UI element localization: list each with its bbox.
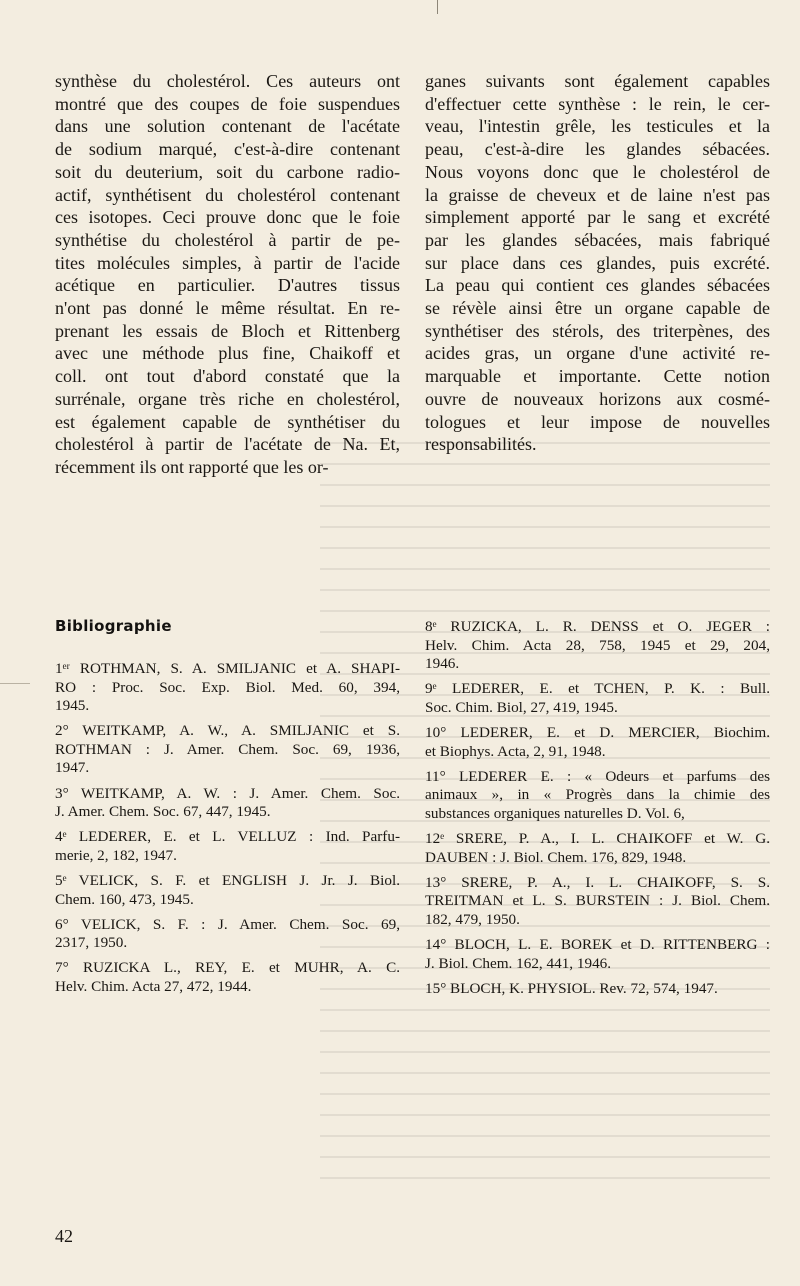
right-paragraph-line: d'effectuer cette synthèse : le rein, le cer- bbox=[425, 93, 770, 114]
fold-mark bbox=[437, 0, 438, 14]
reference-line: 3° WEITKAMP, A. W. : J. Amer. Chem. Soc. bbox=[55, 784, 400, 802]
reference-line: Helv. Chim. Acta 27, 472, 1944. bbox=[55, 977, 252, 995]
reference-entry bbox=[55, 785, 400, 822]
page-number: 42 bbox=[55, 1226, 73, 1246]
reference-line: Chem. 160, 473, 1945. bbox=[55, 890, 194, 908]
reference-line: 1947. bbox=[55, 759, 90, 777]
reference-line: 9ᵉ LEDERER, E. et TCHEN, P. K. : Bull. bbox=[425, 680, 770, 698]
reference-line: Soc. Chim. Biol, 27, 419, 1945. bbox=[425, 698, 618, 716]
left-paragraph-line: acétique en particulier. D'autres tissus bbox=[55, 275, 400, 296]
left-column-body bbox=[55, 70, 400, 479]
left-paragraph-line: coll. ont tout d'abord constaté que la bbox=[55, 366, 400, 387]
left-paragraph-line: actif, synthétisent du cholestérol contenant bbox=[55, 184, 400, 205]
left-paragraph-line: synthèse du cholestérol. Ces auteurs ont bbox=[55, 71, 400, 91]
reference-line: 7° RUZICKA L., REY, E. et MUHR, A. C. bbox=[55, 959, 400, 977]
reference-entry bbox=[425, 768, 770, 824]
left-paragraph-line: est également capable de synthétiser du bbox=[55, 411, 400, 432]
right-paragraph-line: sur place dans ces glandes, puis excrété. bbox=[425, 252, 770, 273]
right-paragraph-line: se révèle ainsi être un organe capable de bbox=[425, 298, 770, 319]
reference-line: 11° LEDERER E. : « Odeurs et parfums des bbox=[425, 767, 770, 785]
reference-line: substances organiques naturelles D. Vol. 6, bbox=[425, 804, 685, 822]
reference-entry bbox=[55, 959, 400, 996]
reference-line: 2° WEITKAMP, A. W., A. SMILJANIC et S. bbox=[55, 722, 400, 740]
left-paragraph-line: synthétise du cholestérol à partir de pe- bbox=[55, 229, 400, 250]
reference-line: 1ᵉʳ ROTHMAN, S. A. SMILJANIC et A. SHAPI- bbox=[55, 660, 400, 677]
reference-line: 4ᵉ LEDERER, E. et L. VELLUZ : Ind. Parfu- bbox=[55, 828, 400, 846]
left-paragraph-line: récemment ils ont rapporté que les or- bbox=[55, 456, 329, 477]
right-paragraph-line: marquable et importante. Cette notion bbox=[425, 366, 770, 387]
left-paragraph-line: tites molécules simples, à partir de l'acide bbox=[55, 252, 400, 273]
reference-line: 12ᵉ SRERE, P. A., I. L. CHAIKOFF et W. G. bbox=[425, 829, 770, 847]
right-paragraph-line: La peau qui contient ces glandes sébacées bbox=[425, 275, 770, 296]
left-paragraph-line: surrénale, organe très riche en cholestérol, bbox=[55, 388, 400, 409]
reference-entry bbox=[425, 980, 770, 999]
right-paragraph bbox=[425, 70, 770, 456]
bibliography-right-list bbox=[425, 618, 770, 1005]
left-paragraph-line: de sodium marqué, c'est-à-dire contenant bbox=[55, 139, 400, 160]
bibliography-left-list bbox=[55, 660, 400, 1003]
reference-line: 182, 479, 1950. bbox=[425, 910, 520, 928]
right-column-body bbox=[425, 70, 770, 456]
reference-entry bbox=[55, 722, 400, 778]
left-paragraph-line: ces isotopes. Ceci prouve donc que le foie bbox=[55, 207, 400, 228]
reference-line: ROTHMAN : J. Amer. Chem. Soc. 69, 1936, bbox=[55, 740, 400, 758]
reference-entry bbox=[425, 874, 770, 930]
reference-entry bbox=[425, 680, 770, 717]
right-paragraph-line: simplement apporté par le sang et excrété bbox=[425, 207, 770, 228]
reference-line: Helv. Chim. Acta 28, 758, 1945 et 29, 204, bbox=[425, 636, 770, 654]
right-paragraph-line: ouvre de nouveaux horizons aux cosmé- bbox=[425, 388, 770, 409]
reference-entry bbox=[425, 830, 770, 867]
reference-line: et Biophys. Acta, 2, 91, 1948. bbox=[425, 742, 606, 760]
reference-line: TREITMAN et L. S. BURSTEIN : J. Biol. Chem. bbox=[425, 892, 770, 910]
reference-line: 5ᵉ VELICK, S. F. et ENGLISH J. Jr. J. Biol. bbox=[55, 871, 400, 889]
left-paragraph-line: avec une méthode plus fine, Chaikoff et bbox=[55, 343, 400, 364]
left-paragraph bbox=[55, 70, 400, 479]
reference-entry bbox=[55, 660, 400, 716]
right-paragraph-line: Nous voyons donc que le cholestérol de bbox=[425, 161, 770, 182]
reference-line: J. Amer. Chem. Soc. 67, 447, 1945. bbox=[55, 803, 271, 821]
reference-line: RO : Proc. Soc. Exp. Biol. Med. 60, 394, bbox=[55, 678, 400, 696]
right-paragraph-line: la graisse de cheveux et de laine n'est pas bbox=[425, 184, 770, 205]
reference-entry bbox=[55, 916, 400, 953]
reference-line: animaux », in « Progrès dans la chimie des bbox=[425, 786, 770, 804]
reference-line: 14° BLOCH, L. E. BOREK et D. RITTENBERG : bbox=[425, 935, 770, 953]
reference-entry bbox=[55, 828, 400, 865]
right-paragraph-line: acides gras, un organe d'une activité re- bbox=[425, 343, 770, 364]
reference-line: 1945. bbox=[55, 697, 90, 715]
right-paragraph-line: responsabilités. bbox=[425, 434, 537, 455]
left-paragraph-line: dans une solution contenant de l'acétate bbox=[55, 116, 400, 137]
reference-line: 15° BLOCH, K. PHYSIOL. Rev. 72, 574, 1947. bbox=[425, 979, 718, 997]
reference-entry bbox=[55, 872, 400, 909]
left-paragraph-line: n'ont pas donné le même résultat. En re- bbox=[55, 298, 400, 319]
right-paragraph-line: veau, l'intestin grêle, les testicules et la bbox=[425, 116, 770, 137]
reference-line: 6° VELICK, S. F. : J. Amer. Chem. Soc. 69, bbox=[55, 915, 400, 933]
margin-mark bbox=[0, 683, 30, 684]
reference-line: 10° LEDERER, E. et D. MERCIER, Biochim. bbox=[425, 723, 770, 741]
right-paragraph-line: par les glandes sébacées, mais fabriqué bbox=[425, 229, 770, 250]
left-paragraph-line: montré que des coupes de foie suspendues bbox=[55, 93, 400, 114]
reference-line: DAUBEN : J. Biol. Chem. 176, 829, 1948. bbox=[425, 848, 687, 866]
right-paragraph-line: ganes suivants sont également capables bbox=[425, 71, 770, 91]
left-paragraph-line: cholestérol à partir de l'acétate de Na. Et, bbox=[55, 434, 400, 455]
reference-line: J. Biol. Chem. 162, 441, 1946. bbox=[425, 954, 612, 972]
reference-entry bbox=[425, 724, 770, 761]
right-paragraph-line: synthétiser des stérols, des triterpènes, des bbox=[425, 320, 770, 341]
reference-line: merie, 2, 182, 1947. bbox=[55, 846, 177, 864]
bibliography-heading: Bibliographie bbox=[55, 617, 172, 635]
reference-entry bbox=[425, 618, 770, 674]
right-paragraph-line: tologues et leur impose de nouvelles bbox=[425, 411, 770, 432]
right-paragraph-line: peau, c'est-à-dire les glandes sébacées. bbox=[425, 139, 770, 160]
reference-line: 2317, 1950. bbox=[55, 934, 128, 952]
left-paragraph-line: prenant les essais de Bloch et Rittenberg bbox=[55, 320, 400, 341]
left-paragraph-line: soit du deuterium, soit du carbone radio- bbox=[55, 161, 400, 182]
reference-line: 1946. bbox=[425, 655, 460, 673]
reference-entry bbox=[425, 936, 770, 973]
reference-line: 8ᵉ RUZICKA, L. R. DENSS et O. JEGER : bbox=[425, 618, 770, 635]
reference-line: 13° SRERE, P. A., I. L. CHAIKOFF, S. S. bbox=[425, 873, 770, 891]
